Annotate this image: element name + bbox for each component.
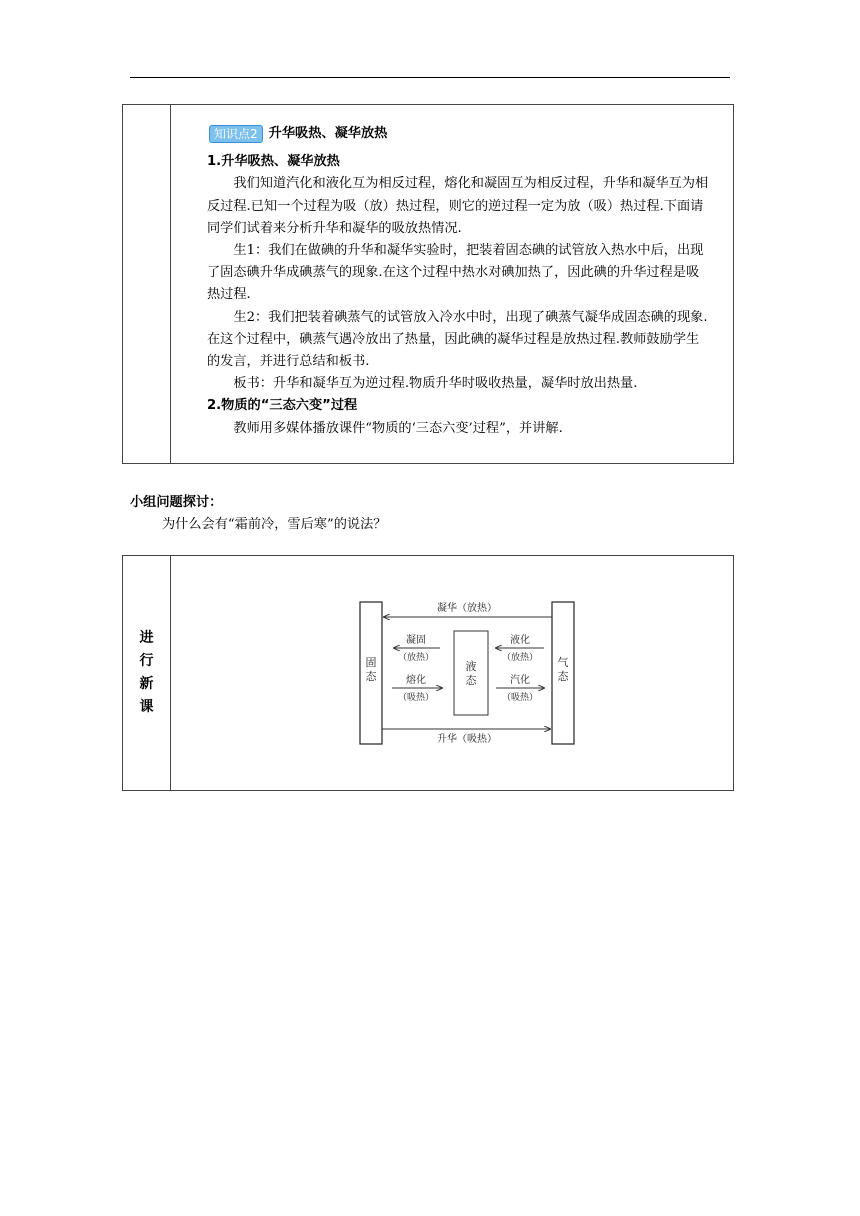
side-label-new-lesson: [123, 556, 171, 791]
paragraph-multimedia: 教师用多媒体播放课件“物质的‘三态六变’过程”，并讲解.: [233, 420, 563, 436]
vaporization-label: 汽化: [510, 675, 530, 686]
header-rule: [130, 77, 730, 78]
knowledge-point-title: 升华吸热、凝华放热: [268, 126, 388, 141]
subheading-1: 1.升华吸热、凝华放热: [207, 154, 340, 170]
subheading-2: 2.物质的“三态六变”过程: [207, 398, 358, 414]
melting-heat-label: （吸热）: [397, 693, 435, 703]
freezing-heat-label: （放热）: [397, 653, 435, 663]
sublimation-label: 升华（吸热）: [437, 734, 497, 745]
liquid-state-label-1: 液: [465, 660, 477, 673]
side-label-char: 行: [139, 653, 154, 669]
melting-label: 熔化: [406, 675, 426, 686]
side-label-char: 课: [139, 699, 154, 715]
lesson-table-knowledge-point: [122, 104, 734, 464]
lesson-table-diagram: [122, 555, 734, 791]
paragraph-intro: 我们知道汽化和液化互为相反过程，熔化和凝固互为相反过程，升华和凝华互为相反过程.已知一个过程为吸（放）热过程，则它的逆过程一定为放（吸）热过程.下面请同学们试着来分析升华和凝华的吸放热情况.: [207, 176, 709, 236]
paragraph-student-1: 生1：我们在做碘的升华和凝华实验时，把装着固态碘的试管放入热水中后，出现了固态碘升华成碘蒸气的现象.在这个过程中热水对碘加热了，因此碘的升华过程是吸热过程.: [207, 243, 704, 303]
paragraph-student-2: 生2：我们把装着碘蒸气的试管放入冷水中时，出现了碘蒸气凝华成固态碘的现象.在这个过程中，碘蒸气遇冷放出了热量，因此碘的凝华过程是放热过程.教师鼓励学生的发言，并进行总结和板书.: [207, 309, 708, 370]
solid-state-label-1: 固: [365, 656, 377, 669]
paragraph-board-notes: 板书：升华和凝华互为逆过程.物质升华时吸收热量，凝华时放出热量.: [233, 376, 638, 392]
knowledge-point-badge: 知识点2: [209, 125, 263, 143]
gas-state-label-2: 态: [557, 670, 569, 683]
vaporization-heat-label: （吸热）: [501, 693, 539, 703]
liquefaction-label: 液化: [510, 635, 530, 646]
side-cell-empty: [123, 105, 171, 464]
solid-state-label-2: 态: [365, 670, 377, 683]
gas-state-label-1: 气: [557, 656, 569, 669]
diagram-cell: [171, 556, 734, 791]
three-states-diagram: [356, 598, 588, 748]
side-label-char: 新: [139, 676, 154, 692]
liquid-state-box: [454, 631, 488, 715]
liquid-state-label-2: 态: [465, 674, 477, 687]
discussion-question: 为什么会有“霜前冷，雪后寒”的说法？: [162, 517, 387, 532]
side-label-char: 进: [139, 630, 154, 646]
group-discussion: [130, 492, 387, 536]
discussion-title: 小组问题探讨：: [130, 495, 223, 510]
knowledge-point-heading: [209, 123, 709, 145]
knowledge-point-content: [171, 105, 734, 464]
deposition-label: 凝华（放热）: [437, 603, 497, 614]
liquefaction-heat-label: （放热）: [501, 653, 539, 663]
freezing-label: 凝固: [406, 635, 426, 646]
